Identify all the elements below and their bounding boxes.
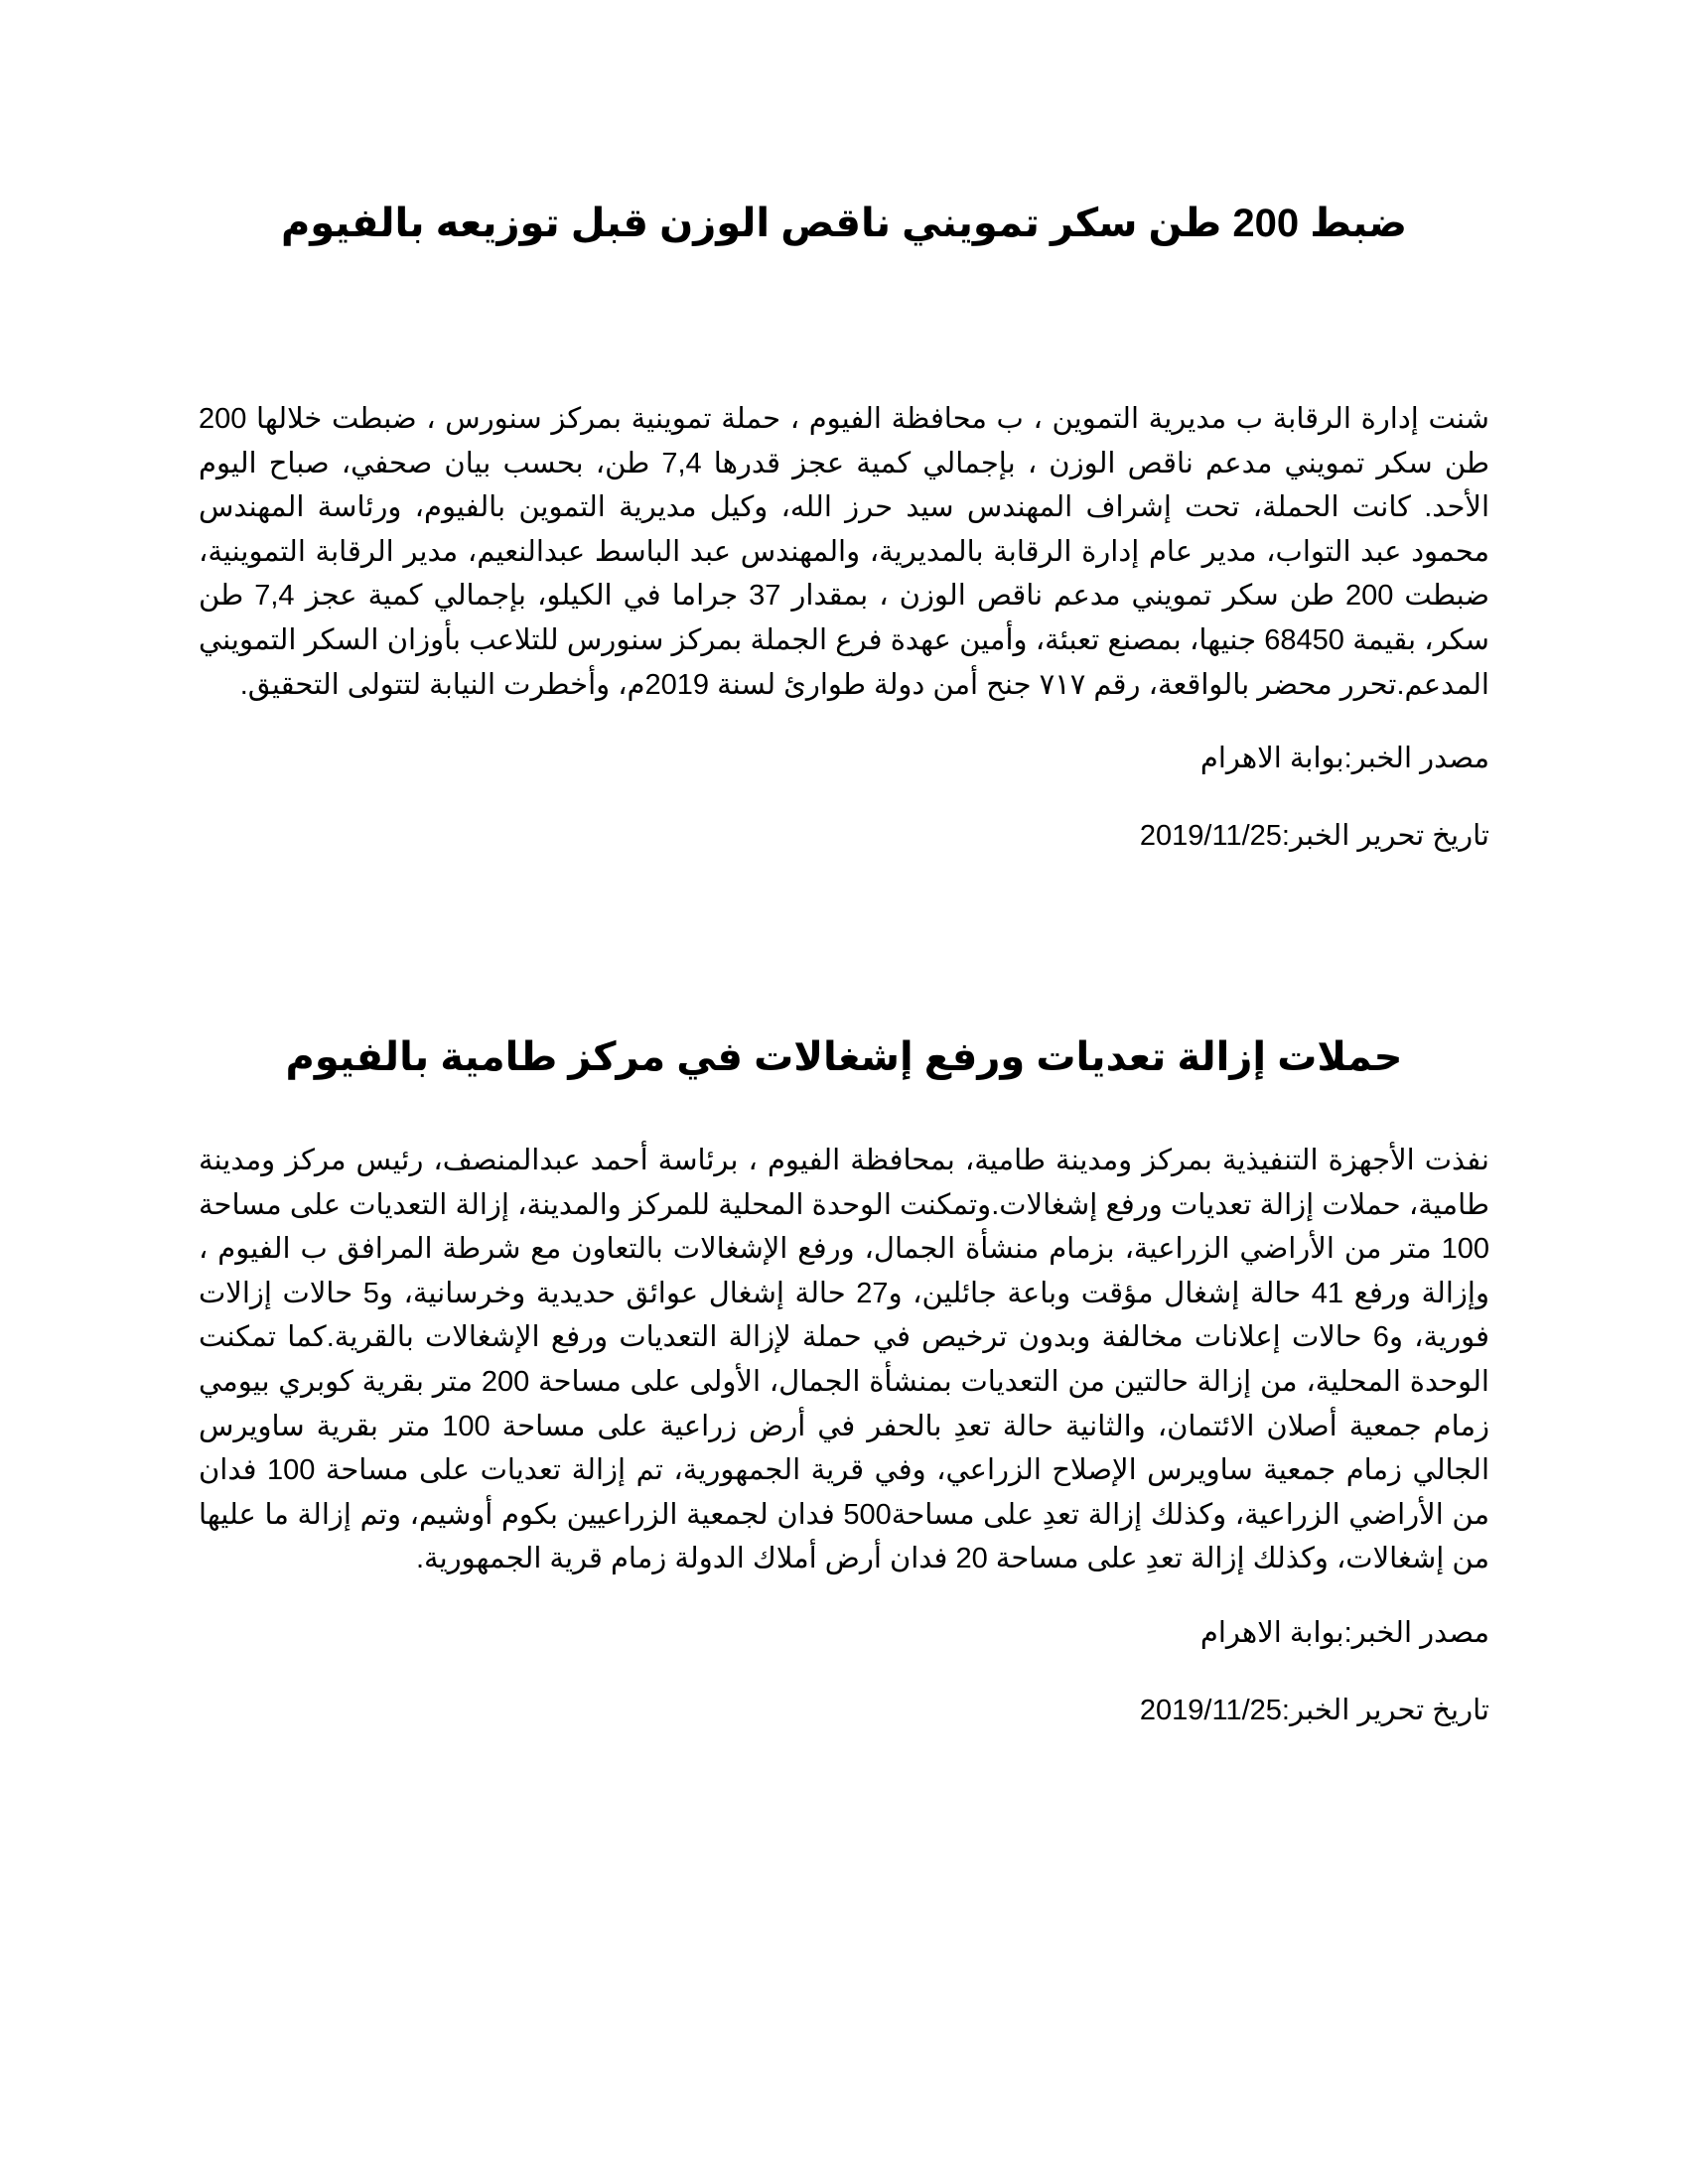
news-article-encroachment-removal — [199, 1027, 1489, 1730]
article-date: تاريخ تحرير الخبر:2019/11/25 — [1139, 820, 1489, 853]
news-article-sugar-seizure — [199, 194, 1489, 856]
article-headline: حملات إزالة تعديات ورفع إشغالات في مركز طامية بالفيوم — [285, 1035, 1403, 1079]
article-headline: ضبط 200 طن سكر تمويني ناقص الوزن قبل توزيعه بالفيوم — [280, 202, 1408, 245]
article-source: مصدر الخبر:بوابة الاهرام — [1199, 1616, 1489, 1649]
article-source: مصدر الخبر:بوابة الاهرام — [1199, 743, 1489, 775]
article-body: شنت إدارة الرقابة ب مديرية التموين ، ب محافظة الفيوم ، حملة تموينية بمركز سنورس ، ضبطت خلالها 200 طن سكر تمويني مدعم ناقص الوزن ، بإجمالي كمية عجز قدرها 7,4 طن، بحسب بيان صحفي، صباح اليوم الأحد. كانت الحملة، تحت إشراف المهندس سيد حرز الله، وكيل مديرية التموين بالفيوم، ورئاسة المهندس محمود عبد التواب، مدير عام إدارة الرقابة بالمديرية، والمهندس عبد الباسط عبدالنعيم، مدير الرقابة التموينية، ضبطت 200 طن سكر تمويني مدعم ناقص الوزن ، بمقدار 37 جراما في الكيلو، بإجمالي كمية عجز 7,4 طن سكر، بقيمة 68450 جنيها، بمصنع تعبئة، وأمين عهدة فرع الجملة بمركز سنورس للتلاعب بأوزان السكر التمويني المدعم.تحرر محضر بالواقعة، رقم ٧١٧ جنح أمن دولة طوارئ لسنة 2019م، وأخطرت النيابة لتتولى التحقيق. — [199, 403, 1490, 701]
article-body: نفذت الأجهزة التنفيذية بمركز ومدينة طامية، بمحافظة الفيوم ، برئاسة أحمد عبدالمنصف، رئيس مركز ومدينة طامية، حملات إزالة تعديات ورفع إشغالات.وتمكنت الوحدة المحلية للمركز والمدينة، إزالة التعديات على مساحة 100 متر من الأراضي الزراعية، بزمام منشأة الجمال، ورفع الإشغالات بالتعاون مع شرطة المرافق ب الفيوم ، وإزالة ورفع 41 حالة إشغال مؤقت وباعة جائلين، و27 حالة إشغال عوائق حديدية وخرسانية، و5 حالات إزالات فورية، و6 حالات إعلانات مخالفة وبدون ترخيص في حملة لإزالة التعديات ورفع الإشغالات بالقرية.كما تمكنت الوحدة المحلية، من إزالة حالتين من التعديات بمنشأة الجمال، الأولى على مساحة 200 متر بقرية كوبري بيومي زمام جمعية أصلان الائتمان، والثانية حالة تعدِ بالحفر في أرض زراعية على مساحة 100 متر بقرية ساويرس الجالي زمام جمعية ساويرس الإصلاح الزراعي، وفي قرية الجمهورية، تم إزالة تعديات على مساحة 100 فدان من الأراضي الزراعية، وكذلك إزالة تعدِ على مساحة500 فدان لجمعية الزراعيين بكوم أوشيم، وتم إزالة ما عليها من إشغالات، وكذلك إزالة تعدِ على مساحة 20 فدان أرض أملاك الدولة زمام قرية الجمهورية. — [199, 1145, 1490, 1575]
article-date: تاريخ تحرير الخبر:2019/11/25 — [1139, 1694, 1489, 1726]
